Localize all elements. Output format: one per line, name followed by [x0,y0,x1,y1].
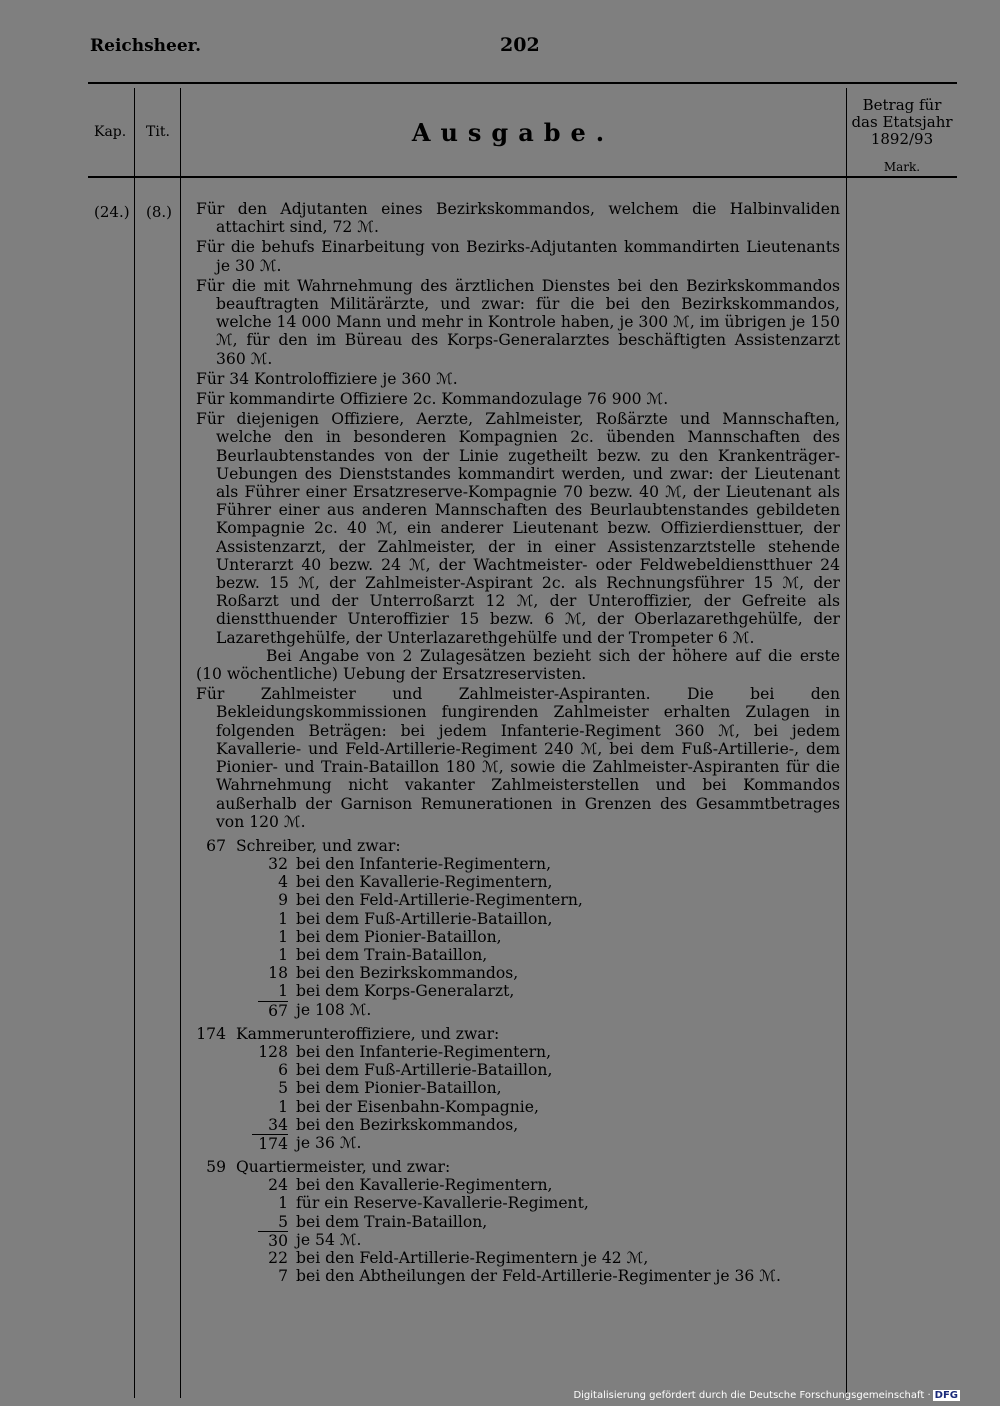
column-divider-betrag [846,88,847,1398]
item-text: bei dem Fuß-Artillerie-Bataillon, [296,909,553,928]
sum-text: je 36 ℳ. [296,1133,362,1152]
item-count: 5 [278,1212,288,1231]
item-count: 7 [278,1267,288,1286]
item-count: 22 [268,1249,288,1268]
item-count: 1 [278,909,288,928]
list-item [196,1079,840,1097]
list-item [196,1213,840,1231]
list-item [196,1267,840,1285]
item-count: 1 [278,927,288,946]
item-text: bei dem Pionier-Bataillon, [296,1079,502,1098]
item-count: 4 [278,873,288,892]
item-count: 18 [268,964,288,983]
ausgabe-body [196,200,840,1285]
column-header-betrag [848,97,956,148]
item-text: bei dem Fuß-Artillerie-Bataillon, [296,1061,553,1080]
list-heading [196,837,840,855]
list-item [196,928,840,946]
betrag-line-2: das Etatsjahr [851,113,953,131]
item-count: 32 [268,855,288,874]
list-item [196,1194,840,1212]
sum-text: je 108 ℳ. [296,1000,372,1019]
list-item [196,1249,840,1267]
table-top-rule [88,82,957,84]
quartier-list [196,1158,840,1285]
item-text: bei den Bezirkskommandos, [296,1115,519,1134]
item-text: bei dem Korps-Generalarzt, [296,982,515,1001]
item-count: 6 [278,1061,288,1080]
list-item [196,964,840,982]
list-heading-text: Quartiermeister, und zwar: [236,1158,451,1177]
list-item [196,946,840,964]
digitization-footer [573,1390,960,1401]
item-count: 1 [278,982,288,1001]
betrag-line-3: 1892/93 [870,130,934,148]
paragraph: Für 34 Kontroloffiziere je 360 ℳ. [196,369,458,388]
item-text: bei den Feld-Artillerie-Regimentern je 42 ℳ, [296,1249,649,1268]
item-text: für ein Reserve-Kavallerie-Regiment, [296,1194,589,1213]
sum-count: 174 [252,1134,288,1153]
list-item [196,891,840,909]
item-count: 1 [278,1097,288,1116]
item-text: bei der Eisenbahn-Kompagnie, [296,1097,539,1116]
list-item [196,910,840,928]
list-item [196,1116,840,1134]
list-item [196,1043,840,1061]
list-item [196,855,840,873]
tit-value: (8.) [146,203,173,221]
sum-count: 30 [258,1231,288,1250]
item-count: 5 [278,1079,288,1098]
list-heading-text: Kammerunteroffiziere, und zwar: [236,1024,500,1043]
item-count: 24 [268,1176,288,1195]
list-sum [196,1134,840,1152]
paragraph: Für die behufs Einarbeitung von Bezirks-Adjutanten kommandirten Lieutenants je 30 ℳ. [196,238,840,275]
column-header-tit: Tit. [146,124,170,140]
list-item [196,1098,840,1116]
column-header-ausgabe: Ausgabe. [411,118,615,147]
paragraph: Für den Adjutanten eines Bezirkskommandos, welchem die Halbinvaliden attachirt sind, 72 ℳ. [196,200,840,237]
list-item [196,873,840,891]
column-header-kap: Kap. [94,124,127,140]
running-title: Reichsheer. [90,36,201,56]
item-count: 9 [278,891,288,910]
list-heading-text: Schreiber, und zwar: [236,836,401,855]
item-text: bei dem Train-Bataillon, [296,946,488,965]
list-heading-count: 59 [206,1158,226,1177]
list-heading [196,1158,840,1176]
schreiber-list [196,837,840,1019]
item-text: bei den Abtheilungen der Feld-Artillerie-Regimenter je 36 ℳ. [296,1267,781,1286]
paragraph: Für Zahlmeister und Zahlmeister-Aspiranten. Die bei den Bekleidungskommissionen fungirenden Zahlmeister erhalten Zulagen in folgenden Beträgen: bei jedem Infanterie-Regiment 360 ℳ, bei jedem Kavallerie- und Feld-Artillerie-Regiment 240 ℳ, bei dem Fuß-Artillerie-, dem Pionier- und Train-Bataillon 180 ℳ, sowie die Zahlmeister-Aspiranten für die Wahrnehmung nicht vakanter Zahlmeisterstellen und bei Kommandos außerhalb der Garnison Remunerationen in Grenzen des Gesammtbetrages von 120 ℳ. [196,685,840,831]
item-text: bei den Bezirkskommandos, [296,964,519,983]
item-count: 34 [268,1115,288,1134]
table-header-rule [88,176,957,178]
sum-text: je 54 ℳ. [296,1230,362,1249]
column-divider-kap [134,88,135,1398]
item-text: bei den Infanterie-Regimentern, [296,1042,552,1061]
item-text: bei den Kavallerie-Regimentern, [296,1176,553,1195]
paragraph: Für kommandirte Offiziere 2c. Kommandozulage 76 900 ℳ. [196,390,669,409]
item-text: bei den Infanterie-Regimentern, [296,855,552,874]
sum-count: 67 [258,1001,288,1020]
list-sum [196,1231,840,1249]
paragraph: Für die mit Wahrnehmung des ärztlichen Dienstes bei den Bezirkskommandos beauftragten Militärärzte, und zwar: für die bei den Bezirkskommandos, welche 14 000 Mann und mehr in Kontrole haben, je 300 ℳ, im übrigen je 150 ℳ, für den im Büreau des Korps-Generalarztes beschäftigten Assistenzarzt 360 ℳ. [196,276,840,368]
dfg-logo: DFG [934,1390,958,1401]
item-text: bei dem Pionier-Bataillon, [296,927,502,946]
list-heading [196,1025,840,1043]
item-text: bei dem Train-Bataillon, [296,1212,488,1231]
list-item [196,1061,840,1079]
betrag-line-1: Betrag für [862,96,942,114]
kap-value: (24.) [94,203,130,221]
paragraph: Für diejenigen Offiziere, Aerzte, Zahlmeister, Roßärzte und Mannschaften, welche den in besonderen Kompagnien 2c. übenden Mannschaften des Beurlaubtenstandes von der Linie zugetheilt bezw. zu den Krankenträger-Uebungen des Dienststandes kommandirt werden, und zwar: der Lieutenant als Führer einer Ersatzreserve-Kompagnie 70 bezw. 40 ℳ, der Lieutenant als Führer einer aus anderen Mannschaften des Beurlaubtenstandes gebildeten Kompagnie 2c. 40 ℳ, ein anderer Lieutenant bezw. Offizierdiensttuer, der Assistenzarzt, der Zahlmeister, der in einer Assistenzarztstelle stehende Unterarzt 40 bezw. 24 ℳ, der Wachtmeister- oder Feldwebeldienstthuer 24 bezw. 15 ℳ, der Zahlmeister-Aspirant 2c. als Rechnungsführer 15 ℳ, der Roßarzt und der Unterroßarzt 12 ℳ, der Unteroffizier, der Gefreite als dienstthuender Unteroffizier 15 bezw. 6 ℳ, der Oberlazarethgehülfe, der Lazarethgehülfe, der Unterlazarethgehülfe und der Trompeter 6 ℳ. [196,410,840,647]
item-count: 1 [278,946,288,965]
item-text: bei den Kavallerie-Regimentern, [296,873,553,892]
footer-text: Digitalisierung gefördert durch die Deutsche Forschungsgemeinschaft · [573,1390,931,1401]
kammer-list [196,1025,840,1152]
list-item [196,982,840,1000]
paragraph-note: Bei Angabe von 2 Zulagesätzen bezieht sich der höhere auf die erste (10 wöchentliche) Uebung der Ersatzreservisten. [196,646,840,684]
item-count: 128 [258,1042,288,1061]
list-item [196,1176,840,1194]
list-sum [196,1001,840,1019]
list-heading-count: 67 [206,836,226,855]
column-divider-tit [180,88,181,1398]
list-heading-count: 174 [196,1024,226,1043]
item-text: bei den Feld-Artillerie-Regimentern, [296,891,583,910]
page-number: 202 [500,34,540,56]
item-count: 1 [278,1194,288,1213]
betrag-unit: Mark. [883,160,921,174]
